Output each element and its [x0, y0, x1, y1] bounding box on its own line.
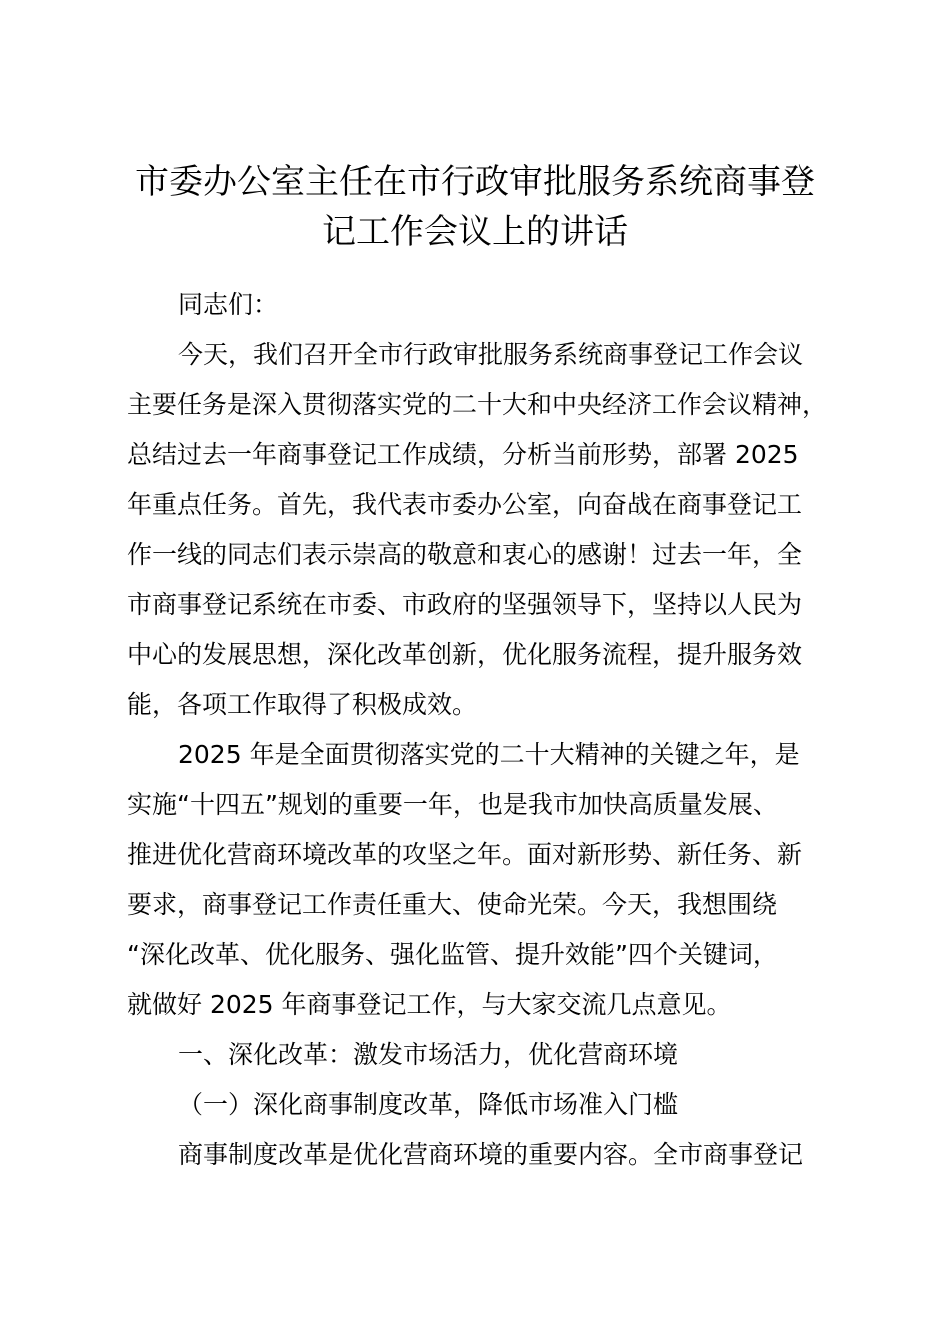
paragraph-line: 年重点任务。首先，我代表市委办公室，向奋战在商事登记工: [127, 490, 803, 519]
paragraph-line: 2025 年是全面贯彻落实党的二十大精神的关键之年，是: [178, 740, 800, 769]
paragraph-line: 中心的发展思想，深化改革创新，优化服务流程，提升服务效: [127, 640, 803, 669]
paragraph-line: 商事制度改革是优化营商环境的重要内容。全市商事登记: [178, 1140, 804, 1169]
paragraph-line: 主要任务是深入贯彻落实党的二十大和中央经济工作会议精神，: [127, 390, 828, 419]
paragraph-line: 要求，商事登记工作责任重大、使命光荣。今天，我想围绕: [127, 890, 778, 919]
paragraph-line: 就做好 2025 年商事登记工作，与大家交流几点意见。: [127, 990, 732, 1019]
paragraph-line: 推进优化营商环境改革的攻坚之年。面对新形势、新任务、新: [127, 840, 803, 869]
paragraph-line: 作一线的同志们表示崇高的敬意和衷心的感谢！过去一年，全: [127, 540, 803, 569]
document-title-line-2: 记工作会议上的讲话: [322, 212, 628, 252]
section-heading: 一、深化改革：激发市场活力，优化营商环境: [178, 1040, 679, 1069]
paragraph-line: 能，各项工作取得了积极成效。: [127, 690, 478, 719]
paragraph-line: 总结过去一年商事登记工作成绩，分析当前形势，部署 2025: [127, 440, 799, 469]
salutation: 同志们：: [178, 290, 279, 319]
paragraph-line: 市商事登记系统在市委、市政府的坚强领导下，坚持以人民为: [127, 590, 803, 619]
document-title-line-1: 市委办公室主任在市行政审批服务系统商事登: [135, 162, 815, 202]
subsection-heading: （一）深化商事制度改革，降低市场准入门槛: [178, 1090, 679, 1119]
paragraph-line: “深化改革、优化服务、强化监管、提升效能”四个关键词，: [127, 940, 778, 969]
paragraph-line: 今天，我们召开全市行政审批服务系统商事登记工作会议: [178, 340, 804, 369]
paragraph-line: 实施“十四五”规划的重要一年，也是我市加快高质量发展、: [127, 790, 778, 819]
